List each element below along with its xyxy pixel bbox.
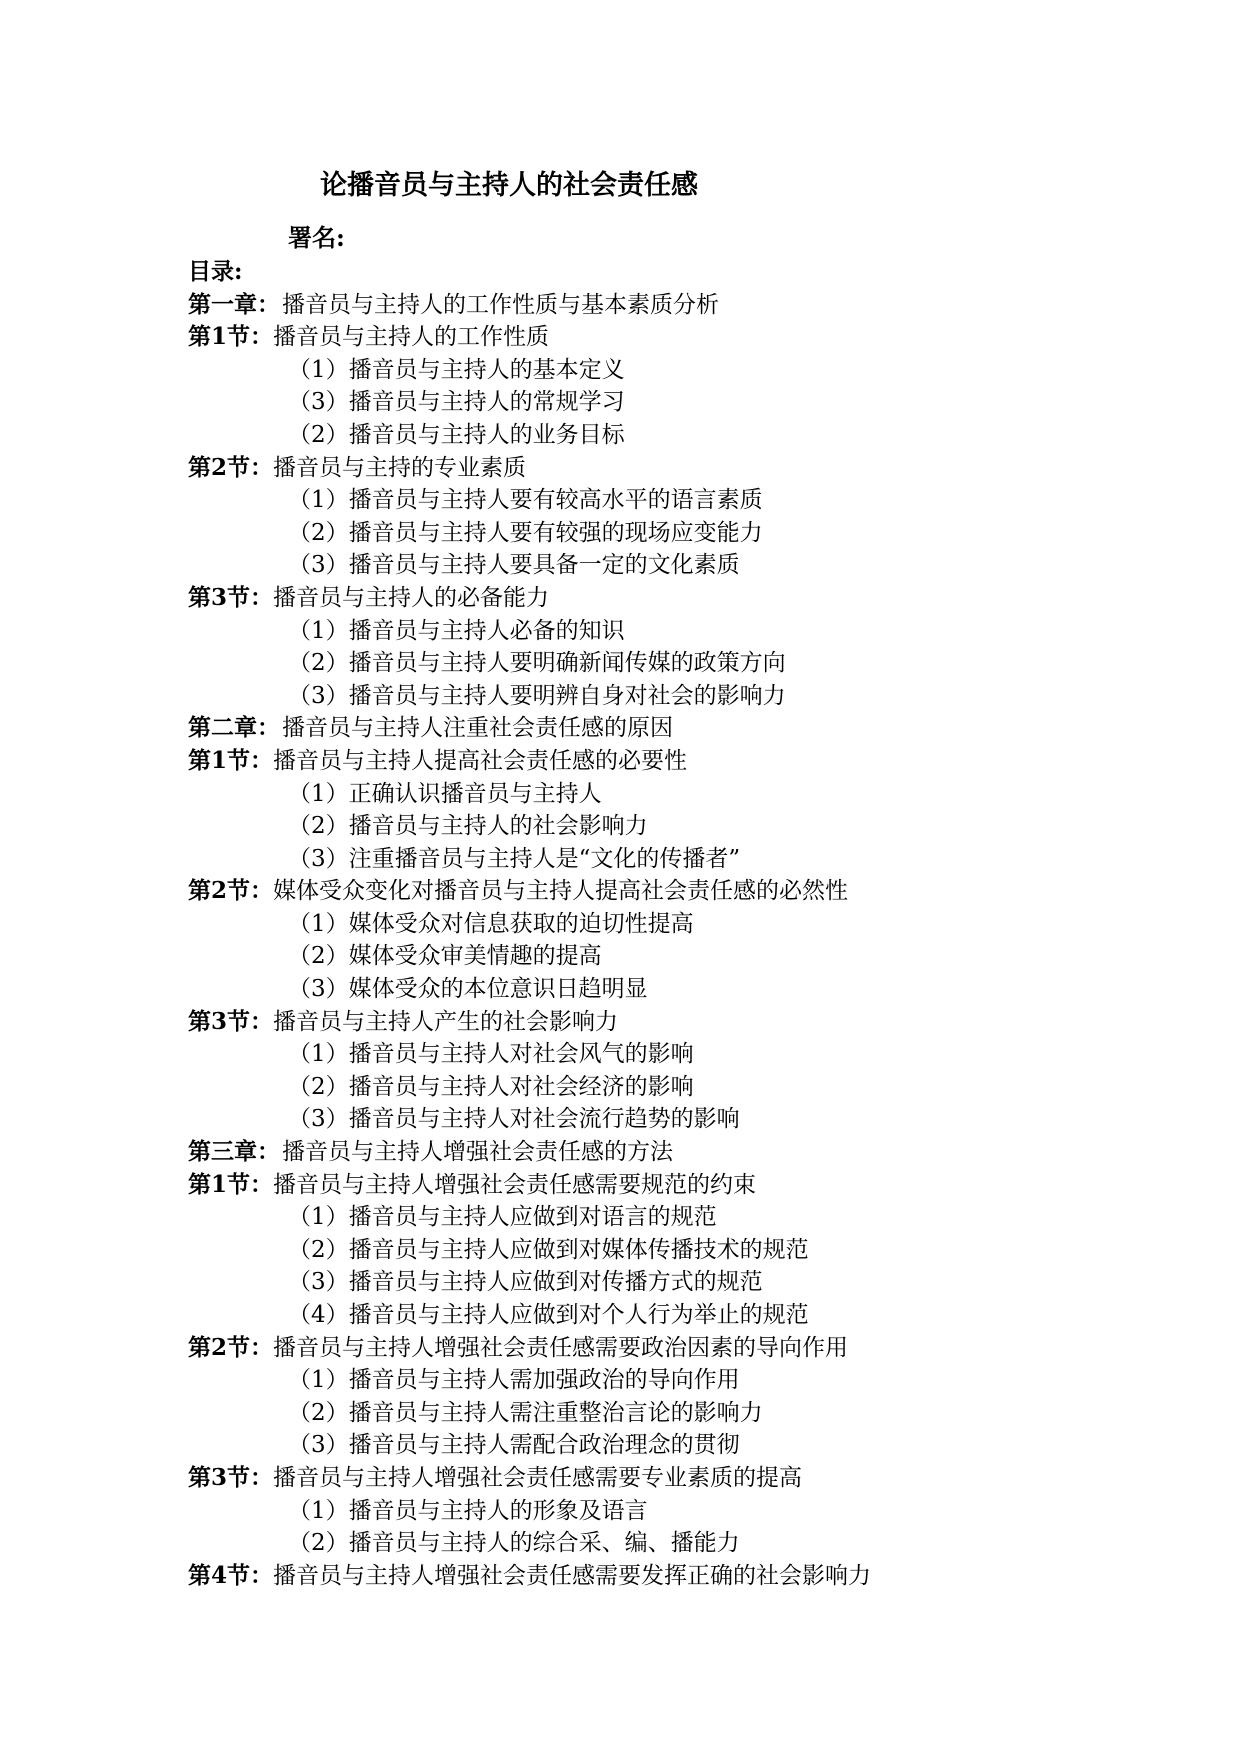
toc-item xyxy=(188,549,1168,582)
toc-entry-separator: ： xyxy=(257,290,280,318)
toc-item xyxy=(188,940,1168,973)
toc-item xyxy=(188,484,1168,517)
toc-entry-number: 第3节 xyxy=(188,1007,251,1035)
toc-item xyxy=(188,1299,1168,1332)
document-title: 论播音员与主持人的社会责任感 xyxy=(320,170,698,201)
toc-item xyxy=(188,354,1168,387)
toc-entry-text: 播音员与主持人增强社会责任感需要规范的约束 xyxy=(273,1171,757,1198)
toc-entry-number: 第1节 xyxy=(188,746,251,774)
toc-entry-number: 第三章 xyxy=(188,1138,257,1166)
toc-section xyxy=(188,1169,1168,1202)
toc-entry-text: （1）播音员与主持人对社会风气的影响 xyxy=(288,1041,694,1068)
toc-section xyxy=(188,1560,1168,1593)
toc-entry-text: （3）注重播音员与主持人是“文化的传播者” xyxy=(288,845,741,872)
toc-entry-text: 播音员与主持人的工作性质与基本素质分析 xyxy=(282,291,719,318)
toc-entry-text: （1）播音员与主持人的基本定义 xyxy=(288,356,625,383)
toc-entry-text: （2）媒体受众审美情趣的提高 xyxy=(288,943,602,970)
toc-item xyxy=(188,680,1168,713)
toc-entry-separator: ： xyxy=(250,583,274,611)
toc-entry-separator: ： xyxy=(250,1170,274,1198)
toc-section xyxy=(188,452,1168,485)
toc-section xyxy=(188,582,1168,615)
toc-entry-text: （3）播音员与主持人应做到对传播方式的规范 xyxy=(288,1269,763,1296)
toc-entry-text: （2）播音员与主持人的业务目标 xyxy=(288,421,625,448)
table-of-contents xyxy=(188,256,1168,1592)
toc-section xyxy=(188,321,1168,354)
toc-entry-text: （2）播音员与主持人要明确新闻传媒的政策方向 xyxy=(288,650,786,677)
toc-item xyxy=(188,1201,1168,1234)
toc-chapter xyxy=(188,289,1168,322)
toc-entry-text: 播音员与主持人增强社会责任感需要专业素质的提高 xyxy=(273,1464,803,1491)
toc-entry-number: 第3节 xyxy=(188,1463,251,1491)
toc-entry-separator: ： xyxy=(250,1463,274,1491)
toc-entry-text: 播音员与主持人的工作性质 xyxy=(273,324,550,351)
toc-heading: 目录: xyxy=(188,258,243,285)
toc-chapter xyxy=(188,712,1168,745)
toc-entry-number: 第4节 xyxy=(188,1561,251,1589)
toc-section xyxy=(188,1462,1168,1495)
toc-entry-number: 第2节 xyxy=(188,877,251,905)
toc-entry-number: 第1节 xyxy=(188,1170,251,1198)
toc-item xyxy=(188,1266,1168,1299)
toc-list xyxy=(188,289,1168,1593)
toc-item xyxy=(188,517,1168,550)
toc-entry-text: （3）媒体受众的本位意识日趋明显 xyxy=(288,976,648,1003)
toc-entry-text: （1）播音员与主持人必备的知识 xyxy=(288,617,625,644)
toc-item xyxy=(188,843,1168,876)
toc-entry-text: （2）播音员与主持人需注重整治言论的影响力 xyxy=(288,1399,763,1426)
toc-entry-text: （1）播音员与主持人要有较高水平的语言素质 xyxy=(288,487,763,514)
toc-section xyxy=(188,875,1168,908)
toc-entry-text: 播音员与主持人产生的社会影响力 xyxy=(273,1008,619,1035)
toc-entry-text: 媒体受众变化对播音员与主持人提高社会责任感的必然性 xyxy=(273,878,849,905)
toc-entry-text: （1）正确认识播音员与主持人 xyxy=(288,780,602,807)
toc-entry-text: 播音员与主持人提高社会责任感的必要性 xyxy=(273,747,688,774)
toc-entry-text: （3）播音员与主持人的常规学习 xyxy=(288,389,625,416)
toc-item xyxy=(188,1234,1168,1267)
toc-item xyxy=(188,1038,1168,1071)
toc-entry-separator: ： xyxy=(257,714,280,742)
toc-item xyxy=(188,386,1168,419)
toc-entry-text: 播音员与主持的专业素质 xyxy=(273,454,527,481)
toc-entry-number: 第二章 xyxy=(188,714,257,742)
toc-item xyxy=(188,973,1168,1006)
toc-entry-text: （2）播音员与主持人应做到对媒体传播技术的规范 xyxy=(288,1236,809,1263)
toc-entry-text: 播音员与主持人的必备能力 xyxy=(273,584,550,611)
toc-item xyxy=(188,1429,1168,1462)
toc-entry-text: 播音员与主持人增强社会责任感的方法 xyxy=(282,1139,673,1166)
toc-item xyxy=(188,778,1168,811)
toc-item xyxy=(188,1071,1168,1104)
toc-entry-separator: ： xyxy=(250,1333,274,1361)
toc-entry-number: 第一章 xyxy=(188,290,257,318)
toc-item xyxy=(188,1397,1168,1430)
toc-entry-number: 第3节 xyxy=(188,583,251,611)
toc-entry-text: （1）媒体受众对信息获取的迫切性提高 xyxy=(288,910,694,937)
toc-entry-text: （1）播音员与主持人的形象及语言 xyxy=(288,1497,648,1524)
toc-entry-text: （1）播音员与主持人应做到对语言的规范 xyxy=(288,1204,717,1231)
toc-entry-separator: ： xyxy=(250,1007,274,1035)
toc-entry-text: 播音员与主持人注重社会责任感的原因 xyxy=(282,715,673,742)
toc-entry-text: （2）播音员与主持人要有较强的现场应变能力 xyxy=(288,519,763,546)
toc-section xyxy=(188,1006,1168,1039)
toc-item xyxy=(188,1103,1168,1136)
toc-entry-separator: ： xyxy=(250,1561,274,1589)
toc-entry-separator: ： xyxy=(250,877,274,905)
toc-entry-text: 播音员与主持人增强社会责任感需要政治因素的导向作用 xyxy=(273,1334,849,1361)
toc-item xyxy=(188,1527,1168,1560)
toc-section xyxy=(188,1332,1168,1365)
toc-item xyxy=(188,908,1168,941)
toc-entry-text: 播音员与主持人增强社会责任感需要发挥正确的社会影响力 xyxy=(273,1562,872,1589)
toc-item xyxy=(188,1364,1168,1397)
toc-entry-separator: ： xyxy=(250,746,274,774)
toc-entry-number: 第2节 xyxy=(188,453,251,481)
toc-entry-text: （3）播音员与主持人要具备一定的文化素质 xyxy=(288,552,740,579)
toc-entry-text: （2）播音员与主持人的社会影响力 xyxy=(288,813,648,840)
toc-entry-separator: ： xyxy=(257,1138,280,1166)
toc-item xyxy=(188,647,1168,680)
toc-entry-text: （3）播音员与主持人对社会流行趋势的影响 xyxy=(288,1106,740,1133)
toc-item xyxy=(188,615,1168,648)
signature-label: 署名: xyxy=(288,223,345,252)
toc-entry-number: 第1节 xyxy=(188,323,251,351)
toc-entry-text: （2）播音员与主持人的综合采、编、播能力 xyxy=(288,1530,740,1557)
toc-entry-text: （2）播音员与主持人对社会经济的影响 xyxy=(288,1073,694,1100)
toc-item xyxy=(188,419,1168,452)
toc-entry-number: 第2节 xyxy=(188,1333,251,1361)
toc-entry-text: （1）播音员与主持人需加强政治的导向作用 xyxy=(288,1367,740,1394)
toc-entry-text: （3）播音员与主持人要明辨自身对社会的影响力 xyxy=(288,682,786,709)
toc-entry-text: （3）播音员与主持人需配合政治理念的贯彻 xyxy=(288,1432,740,1459)
toc-entry-separator: ： xyxy=(250,453,274,481)
toc-chapter xyxy=(188,1136,1168,1169)
toc-entry-text: （4）播音员与主持人应做到对个人行为举止的规范 xyxy=(288,1302,809,1328)
toc-section xyxy=(188,745,1168,778)
toc-item xyxy=(188,1495,1168,1528)
toc-item xyxy=(188,810,1168,843)
toc-entry-separator: ： xyxy=(250,323,274,351)
